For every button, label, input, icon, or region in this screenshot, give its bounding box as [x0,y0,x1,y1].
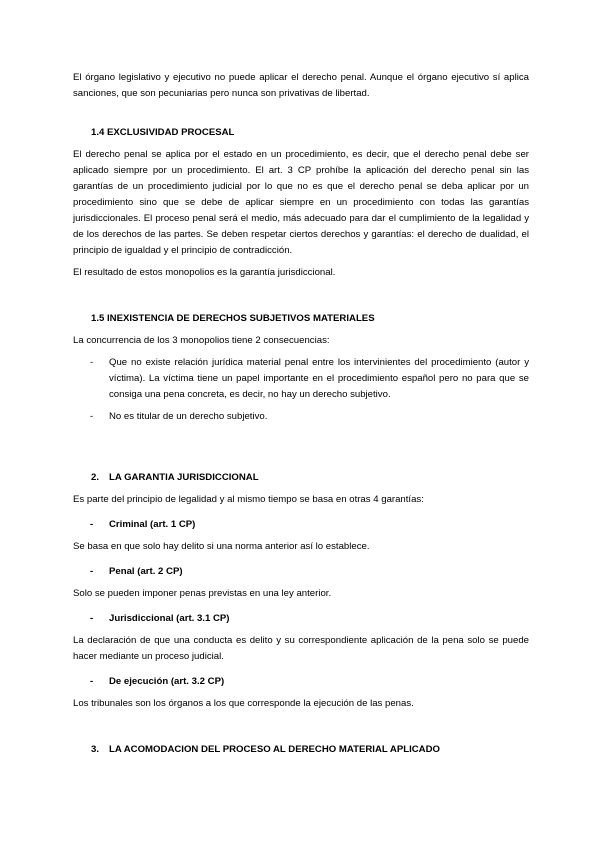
dash-marker: - [90,411,94,422]
section-2-title: LA GARANTIA JURISDICCIONAL [109,472,259,483]
guarantee-label: Jurisdiccional (art. 3.1 CP) [109,613,230,624]
list-item-text: Que no existe relación jurídica material penal entre los intervinientes del procedimiento (autor y víctima). La víctima tiene un papel importante en el procedimiento español pero no para que se consiga una pena concreta, es decir, no hay un derecho subjetivo. [109,357,529,400]
dash-marker: - [90,676,94,687]
guarantee-text: Solo se pueden imponer penas previstas en una ley anterior. [73,588,332,599]
section-2-number: 2. [91,472,100,483]
section-1-4-paragraph: El derecho penal se aplica por el estado en un procedimiento, es decir, que el derecho penal debe ser aplicado siempre por un procedimiento. El art. 3 CP prohíbe la aplicación del derecho penal sin las garantías de un procedimiento judicial por lo que no es que el derecho penal se deba aplicar por un procedimiento sino que se debe de aplicar siempre en un procedimiento con todas las garantías jurisdiccionales. El proceso penal será el medio, más adecuado para dar el cumplimiento de la legalidad y de los derechos de las partes. Se deben respetar ciertos derechos y garantías: el derecho de dualidad, el principio de igualdad y el principio de contradicción. [73,149,529,256]
list-item [73,409,529,425]
dash-marker: - [90,613,94,624]
guarantee-text: Se basa en que solo hay delito si una norma anterior así lo establece. [73,541,370,552]
guarantee-label: De ejecución (art. 3.2 CP) [109,676,225,687]
section-3-number: 3. [91,744,100,755]
list-item-text: No es titular de un derecho subjetivo. [109,411,268,422]
guarantee-item-jurisdiccional [73,611,529,627]
section-2-heading [91,470,529,486]
section-1-4-result: El resultado de estos monopolios es la garantía jurisdiccional. [73,267,336,278]
section-3-heading [91,742,529,758]
guarantee-item-criminal [73,517,529,533]
guarantee-item-ejecucion [73,674,529,690]
guarantee-item-penal [73,564,529,580]
dash-marker: - [90,519,94,530]
guarantee-label: Criminal (art. 1 CP) [109,519,196,530]
dash-marker: - [90,357,94,368]
document-page [73,70,529,758]
section-1-5-paragraph: La concurrencia de los 3 monopolios tiene 2 consecuencias: [73,335,330,346]
section-1-4-heading: 1.4 EXCLUSIVIDAD PROCESAL [91,127,235,138]
section-1-5-heading: 1.5 INEXISTENCIA DE DERECHOS SUBJETIVOS MATERIALES [91,313,375,324]
intro-paragraph: El órgano legislativo y ejecutivo no puede aplicar el derecho penal. Aunque el órgano ejecutivo sí aplica sanciones, que son pecuniarias pero nunca son privativas de libertad. [73,72,529,99]
section-3-title: LA ACOMODACION DEL PROCESO AL DERECHO MATERIAL APLICADO [109,744,440,755]
guarantee-label: Penal (art. 2 CP) [109,566,183,577]
dash-marker: - [90,566,94,577]
section-2-paragraph: Es parte del principio de legalidad y al mismo tiempo se basa en otras 4 garantías: [73,494,424,505]
guarantee-text: La declaración de que una conducta es delito y su correspondiente aplicación de la pena solo se puede hacer mediante un proceso judicial. [73,635,529,662]
guarantee-text: Los tribunales son los órganos a los que corresponde la ejecución de las penas. [73,698,414,709]
list-item [73,355,529,403]
